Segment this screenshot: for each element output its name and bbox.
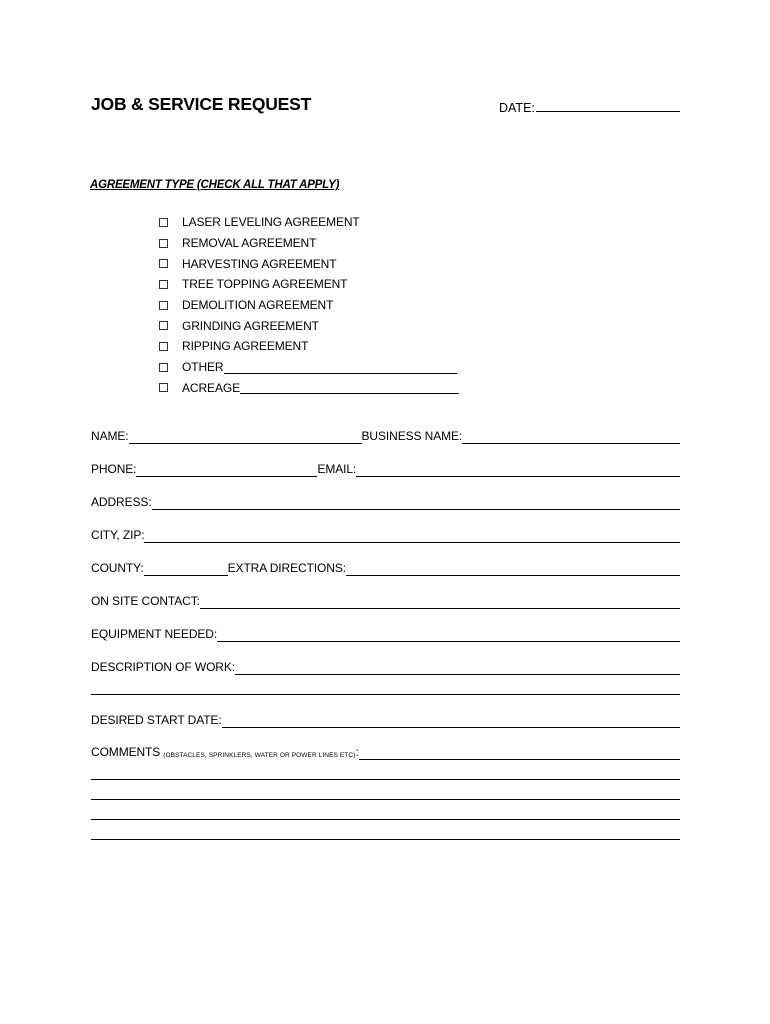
county-input-line[interactable] — [144, 562, 228, 576]
comments-extra-line-4[interactable] — [91, 839, 680, 840]
on-site-contact-label: ON SITE CONTACT: — [91, 594, 200, 608]
desired-start-date-input-line[interactable] — [222, 714, 680, 728]
agreement-item-label: REMOVAL AGREEMENT — [182, 236, 317, 251]
agreement-item-acreage — [158, 378, 459, 399]
agreement-item-harvesting — [158, 253, 459, 274]
city-zip-input-line[interactable] — [144, 529, 680, 543]
comments-input-line[interactable] — [359, 746, 680, 760]
description-of-work-label: DESCRIPTION OF WORK: — [91, 660, 236, 674]
email-input-line[interactable] — [356, 463, 680, 477]
name-label: NAME: — [91, 429, 129, 443]
checkbox-removal[interactable] — [159, 239, 168, 248]
checkbox-harvesting[interactable] — [159, 259, 168, 268]
description-of-work-extra-line[interactable] — [91, 694, 680, 695]
checkbox-laser-leveling[interactable] — [159, 218, 168, 227]
on-site-contact-row — [91, 595, 680, 609]
date-field — [499, 98, 680, 115]
agreement-item-label: LASER LEVELING AGREEMENT — [182, 215, 360, 230]
checkbox-demolition[interactable] — [159, 301, 168, 310]
comments-row — [91, 746, 680, 760]
extra-directions-label: EXTRA DIRECTIONS: — [227, 561, 346, 575]
agreement-item-label: ACREAGE — [182, 380, 240, 395]
acreage-input-line[interactable] — [240, 381, 459, 394]
equipment-needed-row — [91, 628, 680, 642]
agreement-item-label: GRINDING AGREEMENT — [182, 318, 319, 333]
page-title: JOB & SERVICE REQUEST — [91, 94, 312, 114]
name-row — [91, 430, 680, 444]
agreement-type-list — [158, 212, 459, 398]
desired-start-date-label: DESIRED START DATE: — [91, 713, 222, 727]
checkbox-acreage[interactable] — [159, 383, 168, 392]
phone-input-line[interactable] — [136, 463, 317, 477]
agreement-item-label: HARVESTING AGREEMENT — [182, 256, 337, 271]
equipment-needed-label: EQUIPMENT NEEDED: — [91, 627, 218, 641]
agreement-type-heading: AGREEMENT TYPE (CHECK ALL THAT APPLY) — [90, 179, 340, 191]
agreement-item-removal — [158, 233, 459, 254]
agreement-item-ripping — [158, 336, 459, 357]
agreement-item-label: DEMOLITION AGREEMENT — [182, 298, 334, 313]
address-label: ADDRESS: — [91, 495, 152, 509]
comments-extra-line-1[interactable] — [91, 779, 680, 780]
agreement-item-other — [158, 357, 459, 378]
phone-label: PHONE: — [91, 462, 137, 476]
checkbox-grinding[interactable] — [159, 321, 168, 330]
agreement-item-tree-topping — [158, 274, 459, 295]
comments-label: COMMENTS — [91, 745, 161, 759]
comments-note: (OBSTACLES, SPRINKLERS, WATER OR POWER LINES ETC) — [163, 752, 356, 759]
equipment-needed-input-line[interactable] — [217, 628, 680, 642]
business-name-input-line[interactable] — [462, 430, 680, 444]
phone-row — [91, 463, 680, 477]
comments-extra-line-2[interactable] — [91, 799, 680, 800]
agreement-item-demolition — [158, 295, 459, 316]
name-input-line[interactable] — [129, 430, 362, 444]
address-input-line[interactable] — [152, 496, 680, 510]
county-label: COUNTY: — [91, 561, 144, 575]
business-name-label: BUSINESS NAME: — [361, 429, 463, 443]
other-input-line[interactable] — [224, 361, 457, 374]
description-of-work-row — [91, 661, 680, 675]
on-site-contact-input-line[interactable] — [200, 595, 680, 609]
date-input-line[interactable] — [536, 98, 680, 112]
desired-start-date-row — [91, 714, 680, 728]
city-zip-row — [91, 529, 680, 543]
agreement-item-label: OTHER — [182, 360, 224, 375]
agreement-item-grinding — [158, 315, 459, 336]
checkbox-other[interactable] — [159, 363, 168, 372]
comments-colon: : — [355, 745, 359, 759]
county-row — [91, 562, 680, 576]
checkbox-ripping[interactable] — [159, 342, 168, 351]
city-zip-label: CITY, ZIP: — [91, 528, 145, 542]
agreement-item-laser-leveling — [158, 212, 459, 233]
comments-extra-line-3[interactable] — [91, 819, 680, 820]
agreement-item-label: RIPPING AGREEMENT — [182, 339, 309, 354]
agreement-item-label: TREE TOPPING AGREEMENT — [182, 277, 348, 292]
address-row — [91, 496, 680, 510]
extra-directions-input-line[interactable] — [346, 562, 680, 576]
date-label: DATE: — [499, 101, 535, 115]
checkbox-tree-topping[interactable] — [159, 280, 168, 289]
description-of-work-input-line[interactable] — [235, 661, 680, 675]
email-label: EMAIL: — [317, 462, 357, 476]
